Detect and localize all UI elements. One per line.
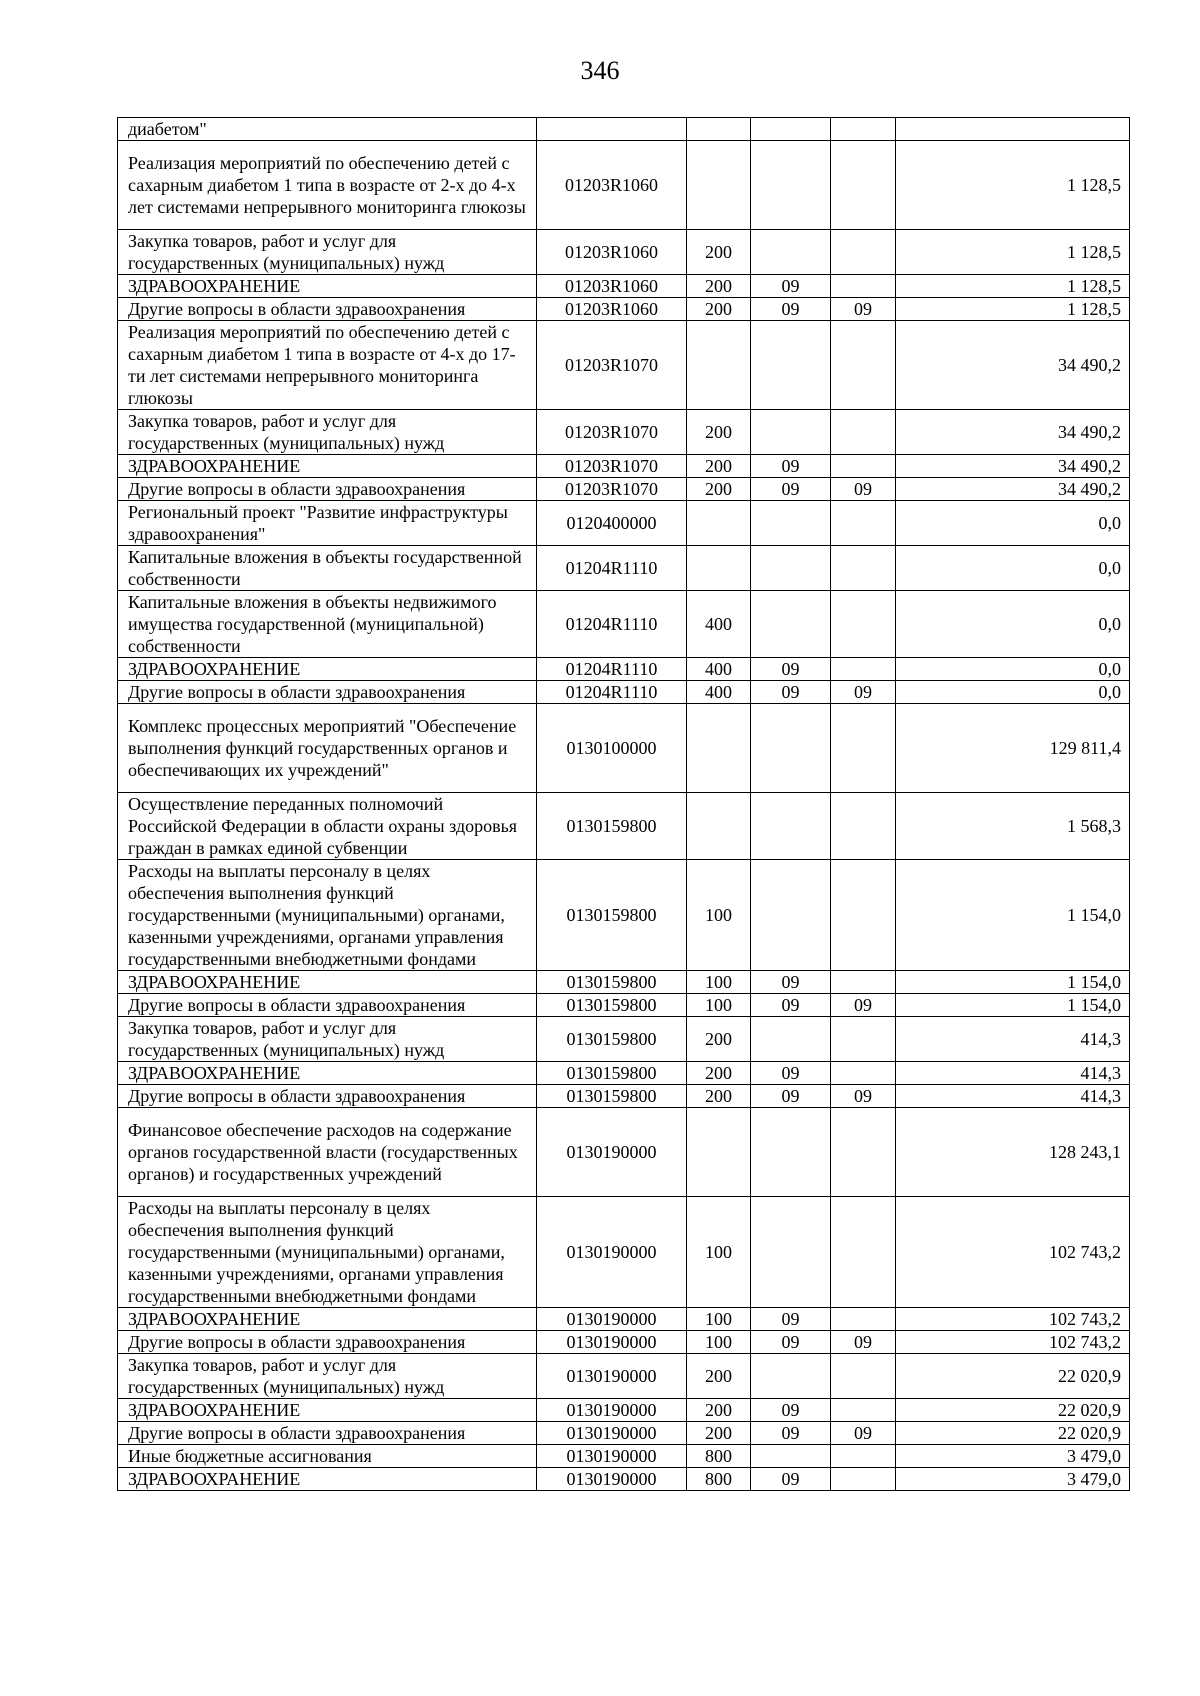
row-code-cell: 01203R1070 xyxy=(537,455,687,478)
row-amount-cell: 22 020,9 xyxy=(896,1422,1130,1445)
row-subsection-cell xyxy=(831,1445,896,1468)
row-subsection-cell: 09 xyxy=(831,1331,896,1354)
table-row xyxy=(118,1445,1130,1468)
row-subsection-cell xyxy=(831,410,896,455)
row-name-cell: Комплекс процессных мероприятий "Обеспечение выполнения функций государственных органов и обеспечивающих их учреждений" xyxy=(118,704,537,793)
row-section-cell xyxy=(751,230,831,275)
table-row xyxy=(118,658,1130,681)
row-name-cell: ЗДРАВООХРАНЕНИЕ xyxy=(118,1468,537,1491)
row-section-cell: 09 xyxy=(751,658,831,681)
row-code-cell: 0130190000 xyxy=(537,1331,687,1354)
row-expense-type-cell xyxy=(687,501,751,546)
row-subsection-cell xyxy=(831,1108,896,1197)
row-code-cell: 0130159800 xyxy=(537,1085,687,1108)
row-code-cell: 01204R1110 xyxy=(537,658,687,681)
row-section-cell xyxy=(751,793,831,860)
row-name-cell: Закупка товаров, работ и услуг для государственных (муниципальных) нужд xyxy=(118,410,537,455)
row-amount-cell: 0,0 xyxy=(896,681,1130,704)
table-row xyxy=(118,1331,1130,1354)
row-name-cell: ЗДРАВООХРАНЕНИЕ xyxy=(118,1399,537,1422)
row-code-cell: 01204R1110 xyxy=(537,546,687,591)
row-code-cell: 0130159800 xyxy=(537,793,687,860)
row-code-cell: 01203R1070 xyxy=(537,321,687,410)
row-name-cell: Закупка товаров, работ и услуг для государственных (муниципальных) нужд xyxy=(118,1017,537,1062)
row-section-cell: 09 xyxy=(751,455,831,478)
row-name-cell: Другие вопросы в области здравоохранения xyxy=(118,994,537,1017)
row-name-cell: Закупка товаров, работ и услуг для государственных (муниципальных) нужд xyxy=(118,1354,537,1399)
row-expense-type-cell: 100 xyxy=(687,1197,751,1308)
row-name-cell: Реализация мероприятий по обеспечению детей с сахарным диабетом 1 типа в возрасте от 2-х до 4-х лет системами непрерывного мониторинга глюкозы xyxy=(118,141,537,230)
row-amount-cell: 0,0 xyxy=(896,546,1130,591)
table-row xyxy=(118,1085,1130,1108)
row-expense-type-cell: 200 xyxy=(687,230,751,275)
row-expense-type-cell xyxy=(687,704,751,793)
row-subsection-cell xyxy=(831,501,896,546)
row-name-cell: ЗДРАВООХРАНЕНИЕ xyxy=(118,1308,537,1331)
row-name-cell: Реализация мероприятий по обеспечению детей с сахарным диабетом 1 типа в возрасте от 4-х до 17-ти лет системами непрерывного мониторинга глюкозы xyxy=(118,321,537,410)
row-expense-type-cell xyxy=(687,793,751,860)
row-name-cell: Другие вопросы в области здравоохранения xyxy=(118,1085,537,1108)
row-section-cell: 09 xyxy=(751,971,831,994)
row-section-cell xyxy=(751,546,831,591)
row-name-cell: ЗДРАВООХРАНЕНИЕ xyxy=(118,455,537,478)
row-code-cell: 01204R1110 xyxy=(537,681,687,704)
row-expense-type-cell xyxy=(687,321,751,410)
row-expense-type-cell: 100 xyxy=(687,860,751,971)
table-row xyxy=(118,275,1130,298)
table-row xyxy=(118,118,1130,141)
table-row xyxy=(118,591,1130,658)
table-row xyxy=(118,1354,1130,1399)
row-expense-type-cell: 200 xyxy=(687,410,751,455)
row-amount-cell: 34 490,2 xyxy=(896,455,1130,478)
row-code-cell: 0130190000 xyxy=(537,1422,687,1445)
row-amount-cell: 0,0 xyxy=(896,501,1130,546)
row-expense-type-cell: 400 xyxy=(687,658,751,681)
row-subsection-cell xyxy=(831,1197,896,1308)
table-row xyxy=(118,860,1130,971)
row-amount-cell: 3 479,0 xyxy=(896,1445,1130,1468)
row-amount-cell: 1 128,5 xyxy=(896,230,1130,275)
row-code-cell: 0130190000 xyxy=(537,1445,687,1468)
row-name-cell: Иные бюджетные ассигнования xyxy=(118,1445,537,1468)
row-expense-type-cell: 200 xyxy=(687,298,751,321)
row-section-cell: 09 xyxy=(751,994,831,1017)
row-section-cell: 09 xyxy=(751,1399,831,1422)
table-row xyxy=(118,971,1130,994)
row-expense-type-cell: 200 xyxy=(687,1062,751,1085)
row-amount-cell: 3 479,0 xyxy=(896,1468,1130,1491)
row-amount-cell: 34 490,2 xyxy=(896,478,1130,501)
row-name-cell: Финансовое обеспечение расходов на содержание органов государственной власти (государственных органов) и государственных учреждений xyxy=(118,1108,537,1197)
page-number: 346 xyxy=(580,56,620,85)
row-subsection-cell xyxy=(831,1468,896,1491)
row-subsection-cell xyxy=(831,321,896,410)
row-amount-cell: 1 154,0 xyxy=(896,860,1130,971)
row-section-cell: 09 xyxy=(751,1308,831,1331)
table-row xyxy=(118,546,1130,591)
row-amount-cell: 1 154,0 xyxy=(896,994,1130,1017)
row-section-cell: 09 xyxy=(751,1085,831,1108)
row-subsection-cell xyxy=(831,1062,896,1085)
row-code-cell: 0130159800 xyxy=(537,860,687,971)
row-subsection-cell xyxy=(831,141,896,230)
row-name-cell: Другие вопросы в области здравоохранения xyxy=(118,1331,537,1354)
row-code-cell xyxy=(537,118,687,141)
row-name-cell: ЗДРАВООХРАНЕНИЕ xyxy=(118,971,537,994)
row-expense-type-cell: 800 xyxy=(687,1445,751,1468)
row-name-cell: Осуществление переданных полномочий Российской Федерации в области охраны здоровья граждан в рамках единой субвенции xyxy=(118,793,537,860)
row-name-cell: ЗДРАВООХРАНЕНИЕ xyxy=(118,275,537,298)
row-section-cell xyxy=(751,501,831,546)
row-amount-cell: 414,3 xyxy=(896,1017,1130,1062)
row-expense-type-cell: 200 xyxy=(687,455,751,478)
row-code-cell: 0130190000 xyxy=(537,1468,687,1491)
row-code-cell: 0130159800 xyxy=(537,1062,687,1085)
row-section-cell xyxy=(751,1108,831,1197)
row-section-cell: 09 xyxy=(751,298,831,321)
row-amount-cell: 34 490,2 xyxy=(896,321,1130,410)
row-amount-cell: 1 128,5 xyxy=(896,275,1130,298)
row-name-cell: диабетом" xyxy=(118,118,537,141)
table-row xyxy=(118,793,1130,860)
row-name-cell: Другие вопросы в области здравоохранения xyxy=(118,681,537,704)
row-expense-type-cell: 100 xyxy=(687,1308,751,1331)
row-expense-type-cell: 100 xyxy=(687,971,751,994)
row-amount-cell: 22 020,9 xyxy=(896,1354,1130,1399)
row-name-cell: Закупка товаров, работ и услуг для государственных (муниципальных) нужд xyxy=(118,230,537,275)
table-row xyxy=(118,1108,1130,1197)
row-name-cell: Другие вопросы в области здравоохранения xyxy=(118,298,537,321)
row-section-cell xyxy=(751,704,831,793)
row-subsection-cell xyxy=(831,860,896,971)
row-expense-type-cell: 100 xyxy=(687,1331,751,1354)
row-subsection-cell xyxy=(831,1017,896,1062)
row-amount-cell: 128 243,1 xyxy=(896,1108,1130,1197)
row-section-cell: 09 xyxy=(751,275,831,298)
row-subsection-cell xyxy=(831,793,896,860)
table-row xyxy=(118,455,1130,478)
table-row xyxy=(118,1017,1130,1062)
row-amount-cell xyxy=(896,118,1130,141)
row-section-cell: 09 xyxy=(751,1468,831,1491)
row-expense-type-cell: 100 xyxy=(687,994,751,1017)
row-amount-cell: 1 154,0 xyxy=(896,971,1130,994)
row-code-cell: 0130190000 xyxy=(537,1354,687,1399)
table-row xyxy=(118,501,1130,546)
row-subsection-cell: 09 xyxy=(831,478,896,501)
row-code-cell: 01203R1070 xyxy=(537,410,687,455)
row-amount-cell: 102 743,2 xyxy=(896,1308,1130,1331)
row-section-cell: 09 xyxy=(751,681,831,704)
row-code-cell: 01204R1110 xyxy=(537,591,687,658)
row-amount-cell: 129 811,4 xyxy=(896,704,1130,793)
table-row xyxy=(118,681,1130,704)
row-code-cell: 0130190000 xyxy=(537,1399,687,1422)
row-subsection-cell xyxy=(831,118,896,141)
row-name-cell: Другие вопросы в области здравоохранения xyxy=(118,478,537,501)
row-subsection-cell xyxy=(831,1399,896,1422)
budget-table xyxy=(117,117,1130,1491)
row-section-cell: 09 xyxy=(751,1062,831,1085)
table-row xyxy=(118,298,1130,321)
row-section-cell: 09 xyxy=(751,1331,831,1354)
row-code-cell: 0130159800 xyxy=(537,971,687,994)
row-subsection-cell xyxy=(831,275,896,298)
row-expense-type-cell: 400 xyxy=(687,681,751,704)
table-row xyxy=(118,704,1130,793)
table-row xyxy=(118,1197,1130,1308)
table-row xyxy=(118,230,1130,275)
table-row xyxy=(118,410,1130,455)
budget-table-body xyxy=(118,118,1130,1491)
row-expense-type-cell: 200 xyxy=(687,1017,751,1062)
row-subsection-cell xyxy=(831,546,896,591)
row-amount-cell: 1 128,5 xyxy=(896,141,1130,230)
row-expense-type-cell: 200 xyxy=(687,275,751,298)
row-code-cell: 0120400000 xyxy=(537,501,687,546)
table-row xyxy=(118,1308,1130,1331)
table-row xyxy=(118,1468,1130,1491)
row-expense-type-cell: 200 xyxy=(687,1354,751,1399)
row-expense-type-cell: 400 xyxy=(687,591,751,658)
row-code-cell: 0130190000 xyxy=(537,1197,687,1308)
row-expense-type-cell xyxy=(687,118,751,141)
row-code-cell: 0130190000 xyxy=(537,1308,687,1331)
row-code-cell: 01203R1060 xyxy=(537,141,687,230)
row-amount-cell: 414,3 xyxy=(896,1062,1130,1085)
row-subsection-cell xyxy=(831,1308,896,1331)
row-section-cell xyxy=(751,1197,831,1308)
row-amount-cell: 0,0 xyxy=(896,591,1130,658)
row-subsection-cell xyxy=(831,230,896,275)
row-name-cell: Расходы на выплаты персоналу в целях обеспечения выполнения функций государственными (муниципальными) органами, казенными учреждениями, органами управления государственными внебюджетными фондами xyxy=(118,860,537,971)
row-amount-cell: 414,3 xyxy=(896,1085,1130,1108)
row-amount-cell: 34 490,2 xyxy=(896,410,1130,455)
row-name-cell: ЗДРАВООХРАНЕНИЕ xyxy=(118,658,537,681)
row-section-cell: 09 xyxy=(751,478,831,501)
row-subsection-cell: 09 xyxy=(831,994,896,1017)
row-subsection-cell xyxy=(831,971,896,994)
row-subsection-cell xyxy=(831,704,896,793)
row-subsection-cell xyxy=(831,658,896,681)
row-expense-type-cell: 200 xyxy=(687,1422,751,1445)
row-subsection-cell xyxy=(831,455,896,478)
table-row xyxy=(118,994,1130,1017)
row-section-cell xyxy=(751,591,831,658)
row-code-cell: 01203R1060 xyxy=(537,230,687,275)
row-name-cell: Региональный проект "Развитие инфраструктуры здравоохранения" xyxy=(118,501,537,546)
row-amount-cell: 102 743,2 xyxy=(896,1331,1130,1354)
row-name-cell: Другие вопросы в области здравоохранения xyxy=(118,1422,537,1445)
table-row xyxy=(118,321,1130,410)
row-section-cell xyxy=(751,118,831,141)
row-expense-type-cell xyxy=(687,141,751,230)
row-subsection-cell xyxy=(831,591,896,658)
table-row xyxy=(118,478,1130,501)
row-amount-cell: 102 743,2 xyxy=(896,1197,1130,1308)
table-row xyxy=(118,141,1130,230)
row-name-cell: Капитальные вложения в объекты недвижимого имущества государственной (муниципальной) собственности xyxy=(118,591,537,658)
row-code-cell: 0130100000 xyxy=(537,704,687,793)
row-section-cell xyxy=(751,1354,831,1399)
row-section-cell xyxy=(751,860,831,971)
row-amount-cell: 0,0 xyxy=(896,658,1130,681)
row-code-cell: 01203R1060 xyxy=(537,275,687,298)
row-code-cell: 0130159800 xyxy=(537,1017,687,1062)
row-section-cell xyxy=(751,321,831,410)
table-row xyxy=(118,1062,1130,1085)
row-section-cell xyxy=(751,410,831,455)
row-expense-type-cell xyxy=(687,546,751,591)
row-code-cell: 0130159800 xyxy=(537,994,687,1017)
row-code-cell: 01203R1060 xyxy=(537,298,687,321)
row-name-cell: ЗДРАВООХРАНЕНИЕ xyxy=(118,1062,537,1085)
table-row xyxy=(118,1399,1130,1422)
row-subsection-cell: 09 xyxy=(831,298,896,321)
row-expense-type-cell: 200 xyxy=(687,478,751,501)
row-code-cell: 01203R1070 xyxy=(537,478,687,501)
row-amount-cell: 1 568,3 xyxy=(896,793,1130,860)
row-expense-type-cell: 200 xyxy=(687,1085,751,1108)
row-name-cell: Капитальные вложения в объекты государственной собственности xyxy=(118,546,537,591)
row-subsection-cell: 09 xyxy=(831,681,896,704)
row-code-cell: 0130190000 xyxy=(537,1108,687,1197)
row-expense-type-cell: 200 xyxy=(687,1399,751,1422)
row-subsection-cell xyxy=(831,1354,896,1399)
row-expense-type-cell xyxy=(687,1108,751,1197)
row-section-cell: 09 xyxy=(751,1422,831,1445)
row-amount-cell: 1 128,5 xyxy=(896,298,1130,321)
row-expense-type-cell: 800 xyxy=(687,1468,751,1491)
table-row xyxy=(118,1422,1130,1445)
row-subsection-cell: 09 xyxy=(831,1422,896,1445)
row-section-cell xyxy=(751,141,831,230)
row-section-cell xyxy=(751,1445,831,1468)
row-name-cell: Расходы на выплаты персоналу в целях обеспечения выполнения функций государственными (муниципальными) органами, казенными учреждениями, органами управления государственными внебюджетными фондами xyxy=(118,1197,537,1308)
row-section-cell xyxy=(751,1017,831,1062)
row-amount-cell: 22 020,9 xyxy=(896,1399,1130,1422)
row-subsection-cell: 09 xyxy=(831,1085,896,1108)
